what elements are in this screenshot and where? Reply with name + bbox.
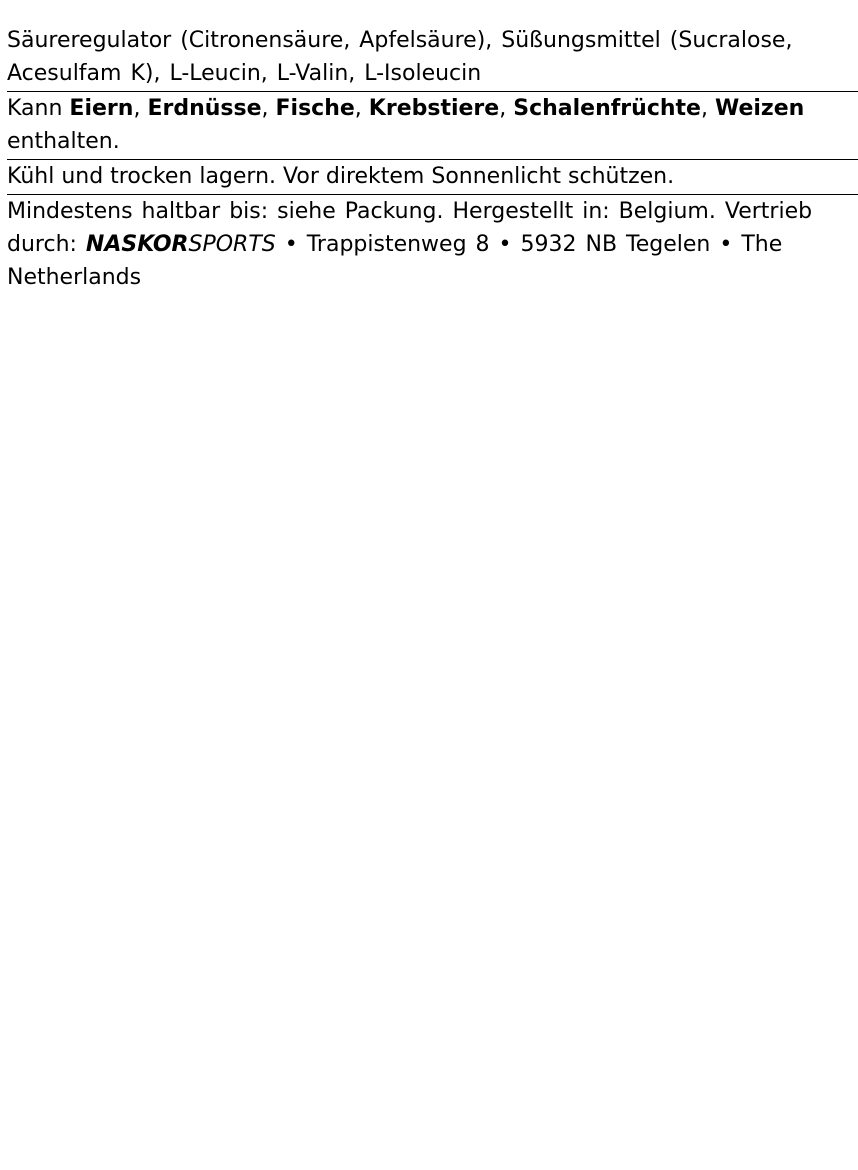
brand-name-bold: NASKOR [85,232,189,257]
info-section [7,195,857,294]
allergen-item: Schalenfrüchte [513,96,701,121]
brand-name [86,232,276,257]
divider [7,91,858,92]
allergen-item: Fische [275,96,355,121]
allergen-item: Eiern [69,96,134,121]
allergens-suffix: enthalten. [7,129,120,154]
divider [7,194,858,195]
made-in-text: Hergestellt in: Belgium. [452,199,716,224]
allergen-item: Erdnüsse [147,96,262,121]
storage-section [7,160,857,193]
distributor-address: • Trappistenweg 8 • 5932 NB Tegelen • The Netherlands [7,232,783,290]
distributor-label: Vertrieb durch: [7,199,813,257]
ingredients-text: Säureregulator (Citronensäure, Apfelsäure), Süßungsmittel (Sucralose, Acesulfam K), L-Leucin, L-Valin, L-Isoleucin [7,28,793,86]
storage-text: Kühl und trocken lagern. Vor direktem Sonnenlicht schützen. [7,164,675,189]
best-before-text: Mindestens haltbar bis: siehe Packung. [7,199,444,224]
allergen-item: Weizen [714,96,805,121]
allergens-section: Kann Eiern, Erdnüsse, Fische, Krebstiere, Schalenfrüchte, Weizen enthalten. [7,96,805,154]
divider [7,159,858,160]
allergens-prefix: Kann [7,96,63,121]
ingredients-section [7,24,857,90]
allergen-item: Krebstiere [368,96,500,121]
product-label-text [7,24,857,294]
brand-name-italic: SPORTS [188,232,276,257]
